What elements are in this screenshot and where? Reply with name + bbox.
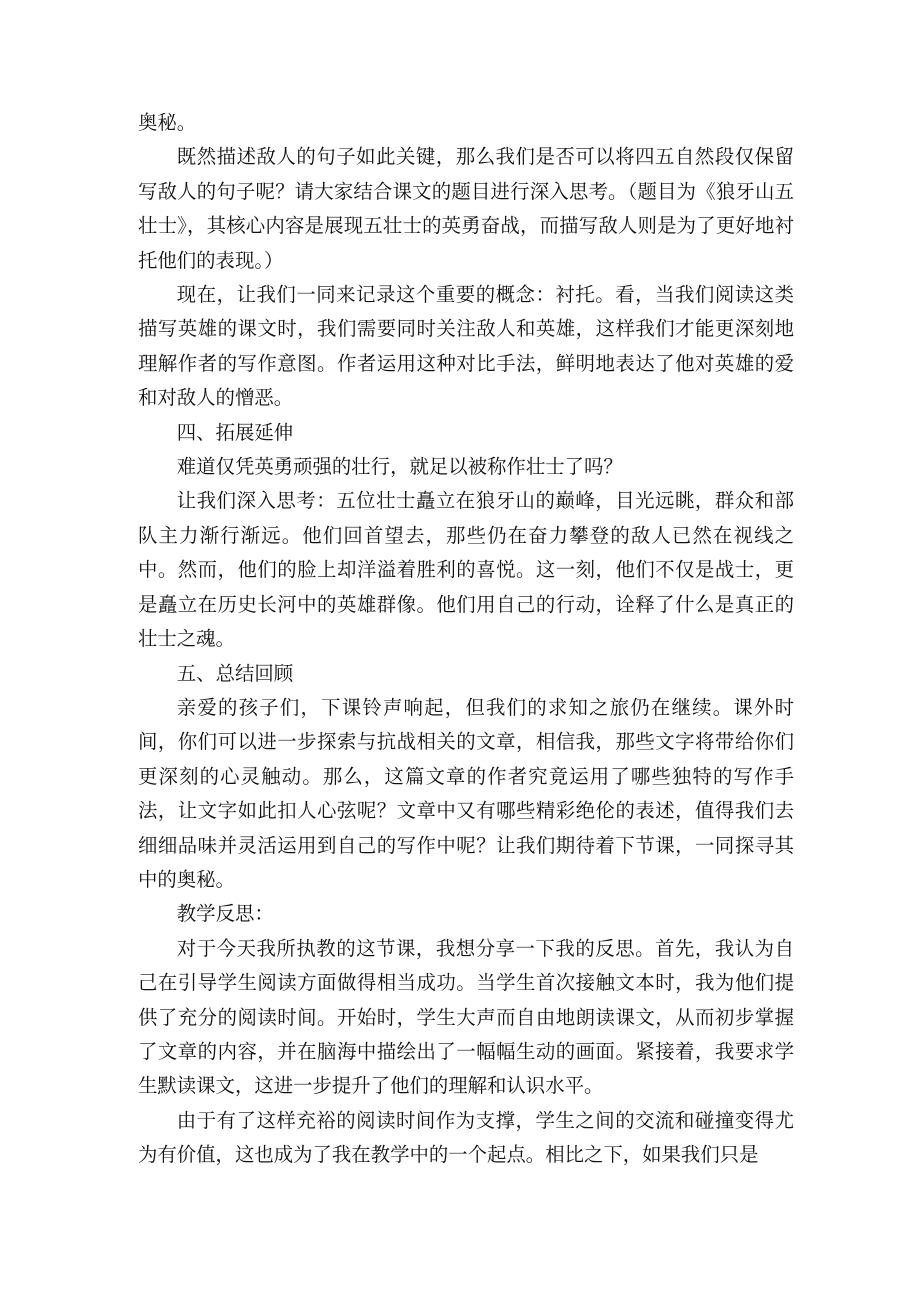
paragraph-contrast-question: 既然描述敌人的句子如此关键，那么我们是否可以将四五自然段仅保留写敌人的句子呢？请大家结合课文的题目进行深入思考。（题目为《狼牙山五壮士》，其核心内容是展现五壮士的英勇奋战，而描写敌人则是为了更好地衬托他们的表现。） — [138, 145, 794, 272]
paragraph-reflection-1: 对于今天我所执教的这节课，我想分享一下我的反思。首先，我认为自己在引导学生阅读方面做得相当成功。当学生首次接触文本时，我为他们提供了充分的阅读时间。开始时，学生大声而自由地朗读课文，从而初步掌握了文章的内容，并在脑海中描绘出了一幅幅生动的画面。紧接着，我要求学生默读课文，这进一步提升了他们的理解和认识水平。 — [138, 936, 794, 1098]
paragraph-closing: 亲爱的孩子们，下课铃声响起，但我们的求知之旅仍在继续。课外时间，你们可以进一步探索与抗战相关的文章，相信我，那些文字将带给你们更深刻的心灵触动。那么，这篇文章的作者究竟运用了哪些独特的写作手法，让文字如此扣人心弦呢？文章中又有哪些精彩绝伦的表述，值得我们去细细品味并灵活运用到自己的写作中呢？让我们期待着下节课，一同探寻其中的奥秘。 — [138, 695, 794, 891]
document-page — [138, 106, 794, 1173]
paragraph-continuation: 奥秘。 — [138, 111, 197, 134]
paragraph-deep-thinking: 让我们深入思考：五位壮士矗立在狼牙山的巅峰，目光远眺，群众和部队主力渐行渐远。他们回首望去，那些仍在奋力攀登的敌人已然在视线之中。然而，他们的脸上却洋溢着胜利的喜悦。这一刻，他们不仅是战士，更是矗立在历史长河中的英雄群像。他们用自己的行动，诠释了什么是真正的壮士之魂。 — [138, 489, 794, 651]
section-heading-reflection: 教学反思： — [176, 902, 274, 926]
paragraph-reflection-2: 由于有了这样充裕的阅读时间作为支撑，学生之间的交流和碰撞变得尤为有价值，这也成为了我在教学中的一个起点。相比之下，如果我们只是 — [138, 1108, 794, 1167]
paragraph-foil-concept: 现在，让我们一同来记录这个重要的概念：衬托。看，当我们阅读这类描写英雄的课文时，我们需要同时关注敌人和英雄，这样我们才能更深刻地理解作者的写作意图。作者运用这种对比手法，鲜明地表达了他对英雄的爱和对敌人的憎恶。 — [138, 283, 794, 410]
section-heading-summary: 五、总结回顾 — [176, 661, 294, 685]
paragraph-question: 难道仅凭英勇顽强的壮行，就足以被称作壮士了吗？ — [176, 455, 623, 479]
section-heading-extension: 四、拓展延伸 — [176, 420, 294, 444]
